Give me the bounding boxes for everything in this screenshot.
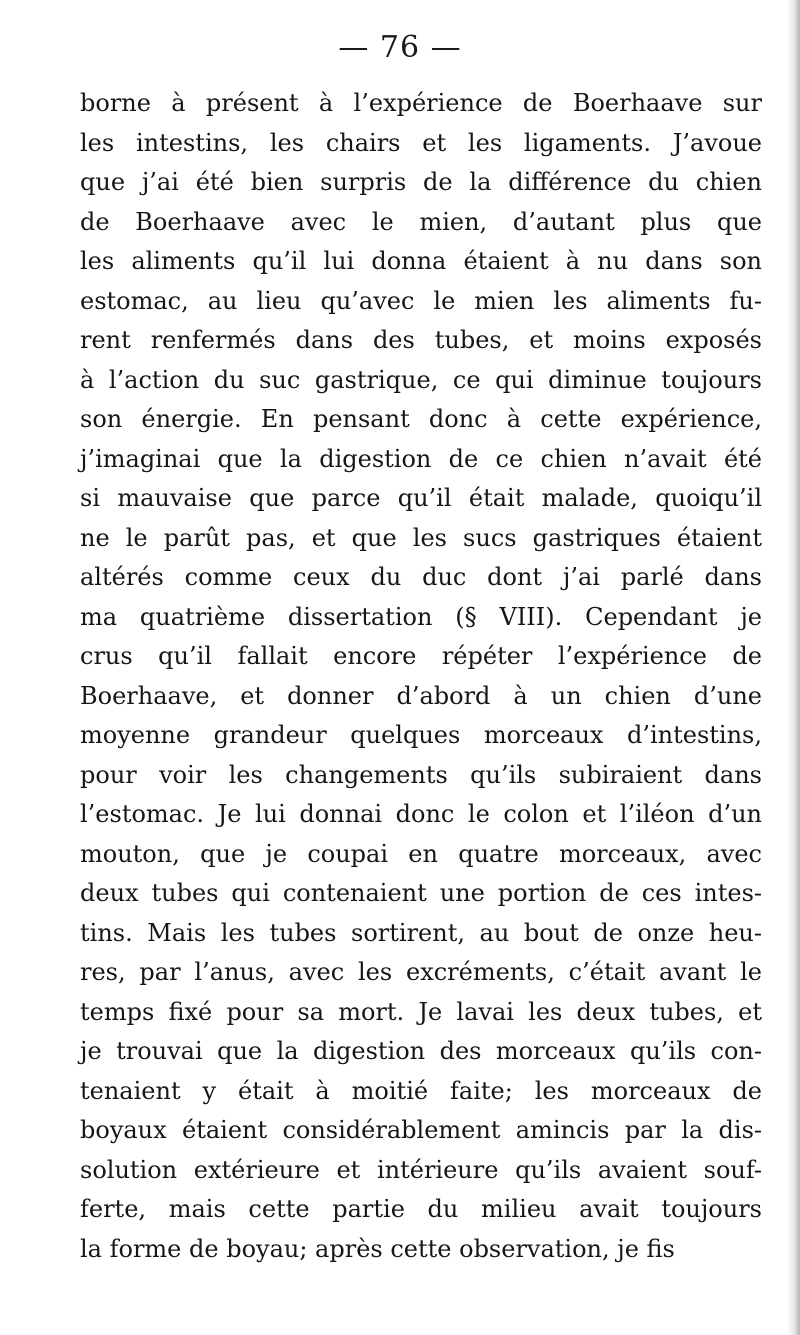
text-line: res, par l’anus, avec les excréments, c’était avant le [80,958,762,986]
text-line: son énergie. En pensant donc à cette expérience, [80,405,762,433]
text-line: borne à présent à l’expérience de Boerhaave sur [80,89,762,117]
text-line: que j’ai été bien surpris de la différence du chien [80,168,762,196]
text-line: solution extérieure et intérieure qu’ils avaient souf- [80,1155,762,1184]
text-line: estomac, au lieu qu’avec le mien les aliments fu- [80,286,762,315]
text-line: tenaient y était à moitié faite; les morceaux de [80,1076,762,1105]
page-number: — 76 — [338,30,462,65]
text-line: ferte, mais cette partie du milieu avait toujours [80,1195,762,1223]
text-line: pour voir les changements qu’ils subiraient dans [80,760,762,789]
text-line: si mauvaise que parce qu’il était malade, quoiqu’il [80,484,762,512]
text-line: mouton, que je coupai en quatre morceaux, avec [80,839,762,868]
text-line: à l’action du suc gastrique, ce qui diminue toujours [80,365,762,394]
text-line: de Boerhaave avec le mien, d’autant plus que [80,207,762,236]
text-line: crus qu’il fallait encore répéter l’expérience de [80,642,762,670]
text-line: ma quatrième dissertation (§ VIII). Cependant je [80,602,762,631]
text-line: temps fixé pour sa mort. Je lavai les deux tubes, et [80,997,762,1026]
body-text [80,84,762,1269]
text-line: moyenne grandeur quelques morceaux d’intestins, [80,721,762,749]
text-line: j’imaginai que la digestion de ce chien n’avait été [80,444,762,473]
text-line: l’estomac. Je lui donnai donc le colon et l’iléon d’un [80,800,762,828]
text-line: deux tubes qui contenaient une portion de ces intes- [80,879,762,907]
text-line: je trouvai que la digestion des morceaux qu’ils con- [80,1037,762,1065]
text-line: la forme de boyau; après cette observation, je fis [80,1234,675,1263]
text-line: Boerhaave, et donner d’abord à un chien d’une [80,681,762,710]
page-edge-shadow [786,0,800,1335]
text-line: ne le parût pas, et que les sucs gastriques étaient [80,523,762,552]
text-line: boyaux étaient considérablement amincis par la dis- [80,1116,762,1144]
text-line: rent renfermés dans des tubes, et moins exposés [80,326,762,354]
text-line: les aliments qu’il lui donna étaient à nu dans son [80,247,762,275]
text-line: les intestins, les chairs et les ligaments. J’avoue [80,128,762,157]
text-line: altérés comme ceux du duc dont j’ai parlé dans [80,563,762,591]
text-line: tins. Mais les tubes sortirent, au bout de onze heu- [80,918,762,947]
